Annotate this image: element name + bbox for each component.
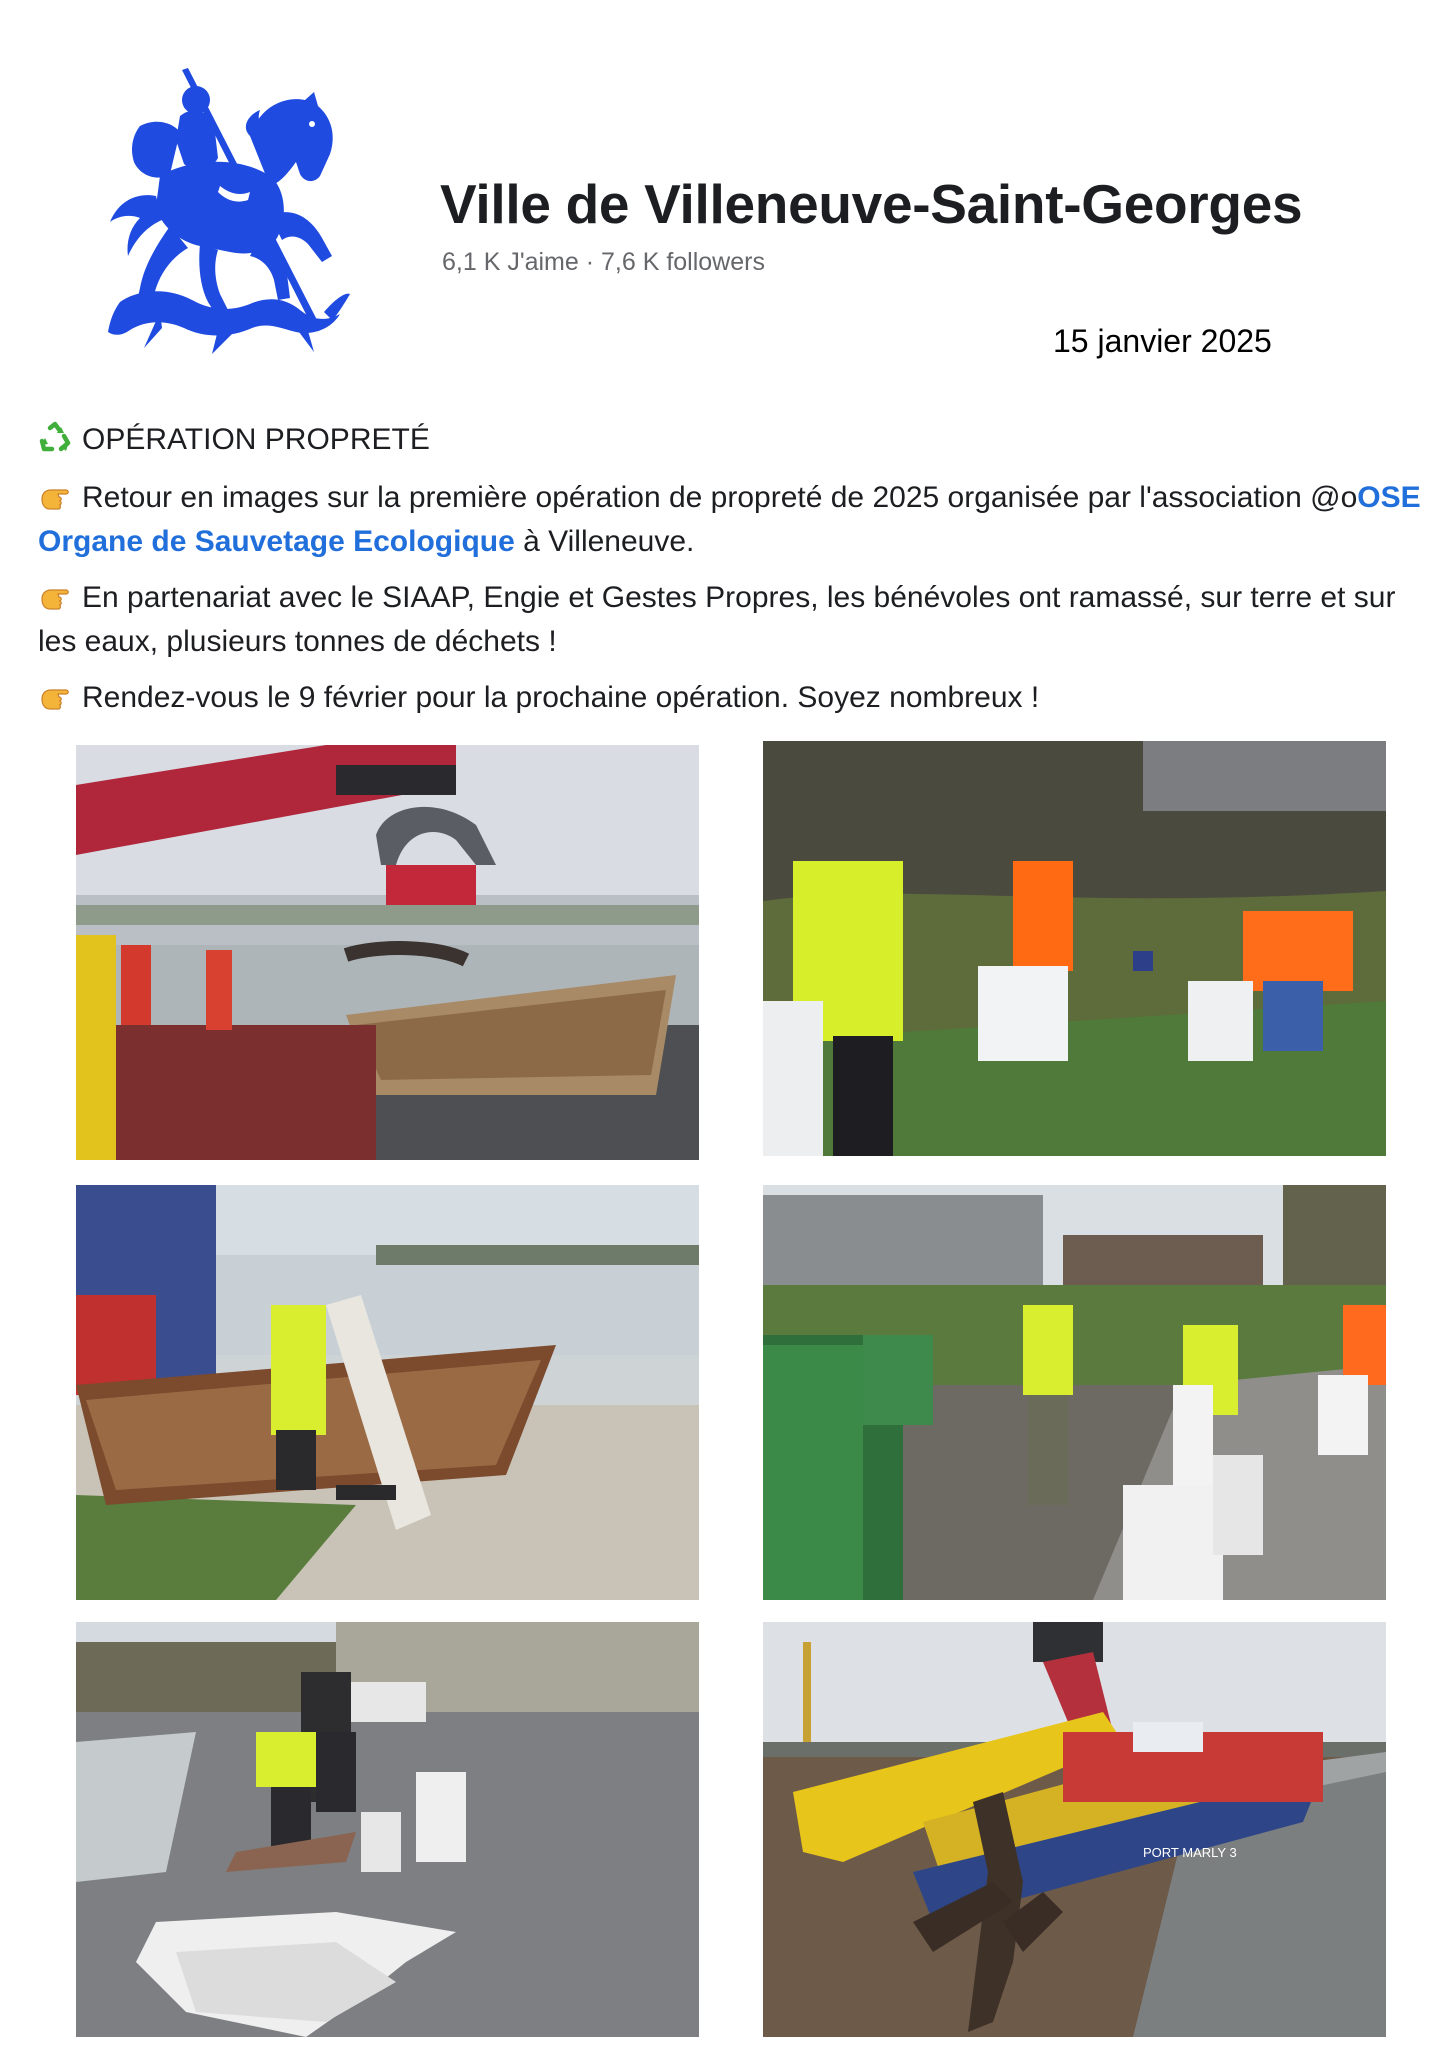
photo-skip-river-image — [76, 1185, 699, 1600]
post-paragraph-3-text: Rendez-vous le 9 février pour la prochaine opération. Soyez nombreux ! — [82, 681, 1040, 714]
photo-wet-slope-image — [76, 1622, 699, 2037]
saint-george-dragon-icon — [100, 66, 350, 356]
post-date: 15 janvier 2025 — [1053, 323, 1272, 359]
pointing-hand-icon — [38, 479, 72, 513]
post-paragraph-2 — [38, 576, 1428, 664]
photo-volunteers-bank[interactable] — [763, 741, 1386, 1156]
photo-yellow-barge[interactable] — [763, 1622, 1386, 2037]
page-logo[interactable] — [100, 66, 350, 356]
post-paragraph-3 — [38, 676, 1428, 720]
page-stats: 6,1 K J'aime · 7,6 K followers — [442, 248, 765, 276]
photo-crane-skip[interactable] — [76, 745, 699, 1160]
photo-crane-skip-image — [76, 745, 699, 1160]
post-paragraph-1-end: à Villeneuve. — [514, 525, 695, 558]
recycle-icon — [38, 421, 72, 455]
photo-flooded-riverside-image — [763, 1185, 1386, 1600]
post-paragraph-1 — [38, 476, 1428, 564]
association-mention-link[interactable]: OSE Organe de Sauvetage Ecologique — [38, 481, 1421, 558]
post-title: OPÉRATION PROPRETÉ — [82, 423, 430, 456]
page-name[interactable]: Ville de Villeneuve-Saint-Georges — [440, 173, 1303, 235]
photo-volunteers-bank-image — [763, 741, 1386, 1156]
post-paragraph-1-text: Retour en images sur la première opération de propreté de 2025 organisée par l'association @o — [82, 481, 1358, 514]
post-title-line — [38, 418, 1428, 462]
pointing-hand-icon — [38, 679, 72, 713]
post-body — [38, 418, 1428, 732]
photo-yellow-barge-image — [763, 1622, 1386, 2037]
post-paragraph-2-text: En partenariat avec le SIAAP, Engie et Gestes Propres, les bénévoles ont ramassé, sur terre et sur les eaux, plusieurs tonnes de déchets ! — [38, 581, 1396, 658]
pointing-hand-icon — [38, 579, 72, 613]
photo-skip-river[interactable] — [76, 1185, 699, 1600]
photo-wet-slope[interactable] — [76, 1622, 699, 2037]
boat-name-label: PORT MARLY 3 — [1143, 1845, 1237, 1860]
photo-flooded-riverside[interactable] — [763, 1185, 1386, 1600]
